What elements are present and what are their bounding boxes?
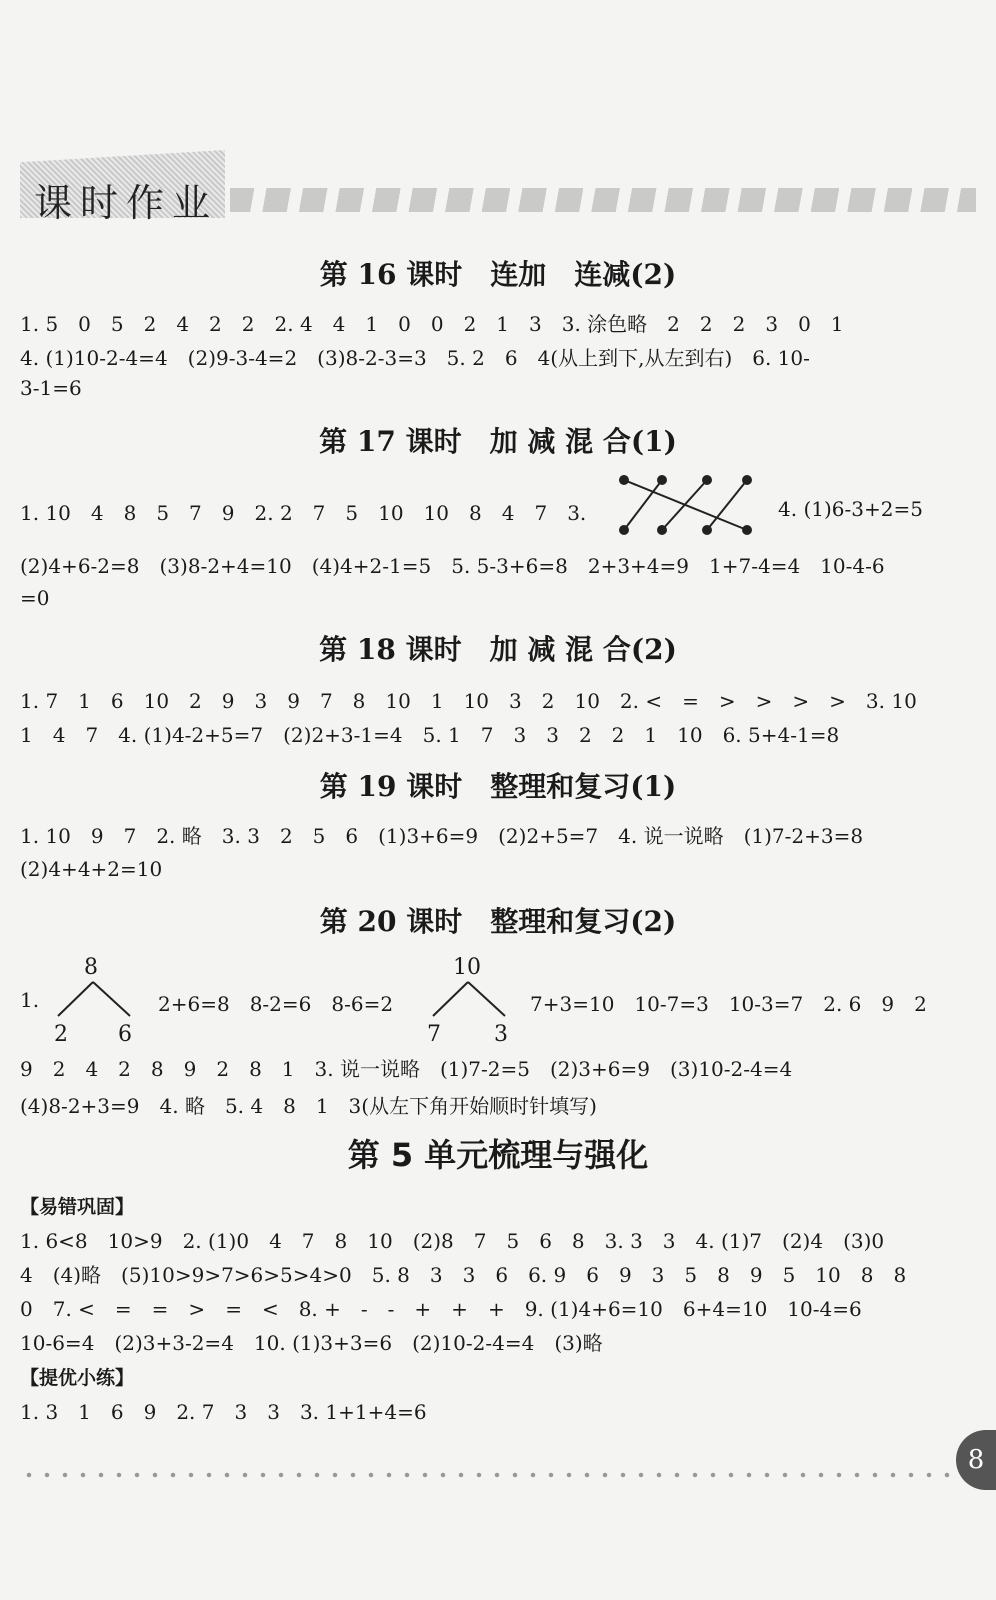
header-banner xyxy=(20,150,976,225)
matching-lines-diagram xyxy=(612,470,762,540)
answer-line: 7+3=10 10-7=3 10-3=7 2. 6 9 2 xyxy=(530,992,927,1016)
answer-line: 1. 5 0 5 2 4 2 2 2. 4 4 1 0 0 2 1 3 3. 涂色略 2 2 2 3 0 1 xyxy=(20,312,844,336)
header-stripe xyxy=(230,188,976,212)
answer-line: 1. 10 4 8 5 7 9 2. 2 7 5 10 10 8 4 7 3. xyxy=(20,501,587,525)
answer-line: =0 xyxy=(20,586,50,610)
answer-line: (2)4+4+2=10 xyxy=(20,857,163,881)
page-number: 8 xyxy=(956,1430,996,1490)
answer-line: 4. (1)10-2-4=4 (2)9-3-4=2 (3)8-2-3=3 5. 2 6 4(从上到下,从左到右) 6. 10- xyxy=(20,346,810,370)
section-title-16: 第 16 课时 连加 连减(2) xyxy=(319,258,677,291)
bond-top: 10 xyxy=(453,955,481,980)
footer-dots-decoration xyxy=(20,1470,950,1480)
bond-right: 6 xyxy=(118,1022,132,1047)
answer-line: (4)8-2+3=9 4. 略 5. 4 8 1 3(从左下角开始顺时针填写) xyxy=(20,1094,597,1118)
bond-left: 7 xyxy=(427,1022,441,1047)
answer-line: 9 2 4 2 8 9 2 8 1 3. 说一说略 (1)7-2=5 (2)3+6=9 (3)10-2-4=4 xyxy=(20,1057,793,1081)
answer-line: 2+6=8 8-2=6 8-6=2 xyxy=(158,992,394,1016)
bond-left: 2 xyxy=(54,1022,68,1047)
answer-line: 4. (1)6-3+2=5 xyxy=(778,497,923,521)
bond-branches xyxy=(425,980,515,1020)
answer-line: 1. 3 1 6 9 2. 7 3 3 3. 1+1+4=6 xyxy=(20,1400,427,1424)
section-tag-practice: 【提优小练】 xyxy=(20,1367,135,1389)
section-tag-errors: 【易错巩固】 xyxy=(20,1196,135,1218)
answer-line: 1. xyxy=(20,988,40,1012)
bond-right: 3 xyxy=(494,1022,508,1047)
section-title-17: 第 17 课时 加 减 混 合(1) xyxy=(319,425,677,458)
answer-line: 0 7. < = = > = < 8. + - - + + + 9. (1)4+6=10 6+4=10 10-4=6 xyxy=(20,1297,862,1321)
answer-line: 1. 7 1 6 10 2 9 3 9 7 8 10 1 10 3 2 10 2. < = > > > > 3. 10 xyxy=(20,689,917,713)
answer-line: 1. 6<8 10>9 2. (1)0 4 7 8 10 (2)8 7 5 6 8 3. 3 3 4. (1)7 (2)4 (3)0 xyxy=(20,1229,885,1253)
header-title: 课时作业 xyxy=(34,181,219,225)
answer-line: 3-1=6 xyxy=(20,376,82,400)
answer-line: 1. 10 9 7 2. 略 3. 3 2 5 6 (1)3+6=9 (2)2+5=7 4. 说一说略 (1)7-2+3=8 xyxy=(20,824,864,848)
bond-top: 8 xyxy=(84,955,98,980)
unit-title: 第 5 单元梳理与强化 xyxy=(347,1136,649,1174)
bond-branches xyxy=(50,980,140,1020)
section-title-19: 第 19 课时 整理和复习(1) xyxy=(319,770,677,803)
answer-line: (2)4+6-2=8 (3)8-2+4=10 (4)4+2-1=5 5. 5-3+6=8 2+3+4=9 1+7-4=4 10-4-6 xyxy=(20,554,885,578)
answer-line: 1 4 7 4. (1)4-2+5=7 (2)2+3-1=4 5. 1 7 3 3 2 2 1 10 6. 5+4-1=8 xyxy=(20,723,840,747)
section-title-18: 第 18 课时 加 减 混 合(2) xyxy=(319,633,677,666)
answer-line: 10-6=4 (2)3+3-2=4 10. (1)3+3=6 (2)10-2-4=4 (3)略 xyxy=(20,1331,603,1355)
answer-line: 4 (4)略 (5)10>9>7>6>5>4>0 5. 8 3 3 6 6. 9 6 9 3 5 8 9 5 10 8 8 xyxy=(20,1263,907,1287)
section-title-20: 第 20 课时 整理和复习(2) xyxy=(319,905,677,938)
